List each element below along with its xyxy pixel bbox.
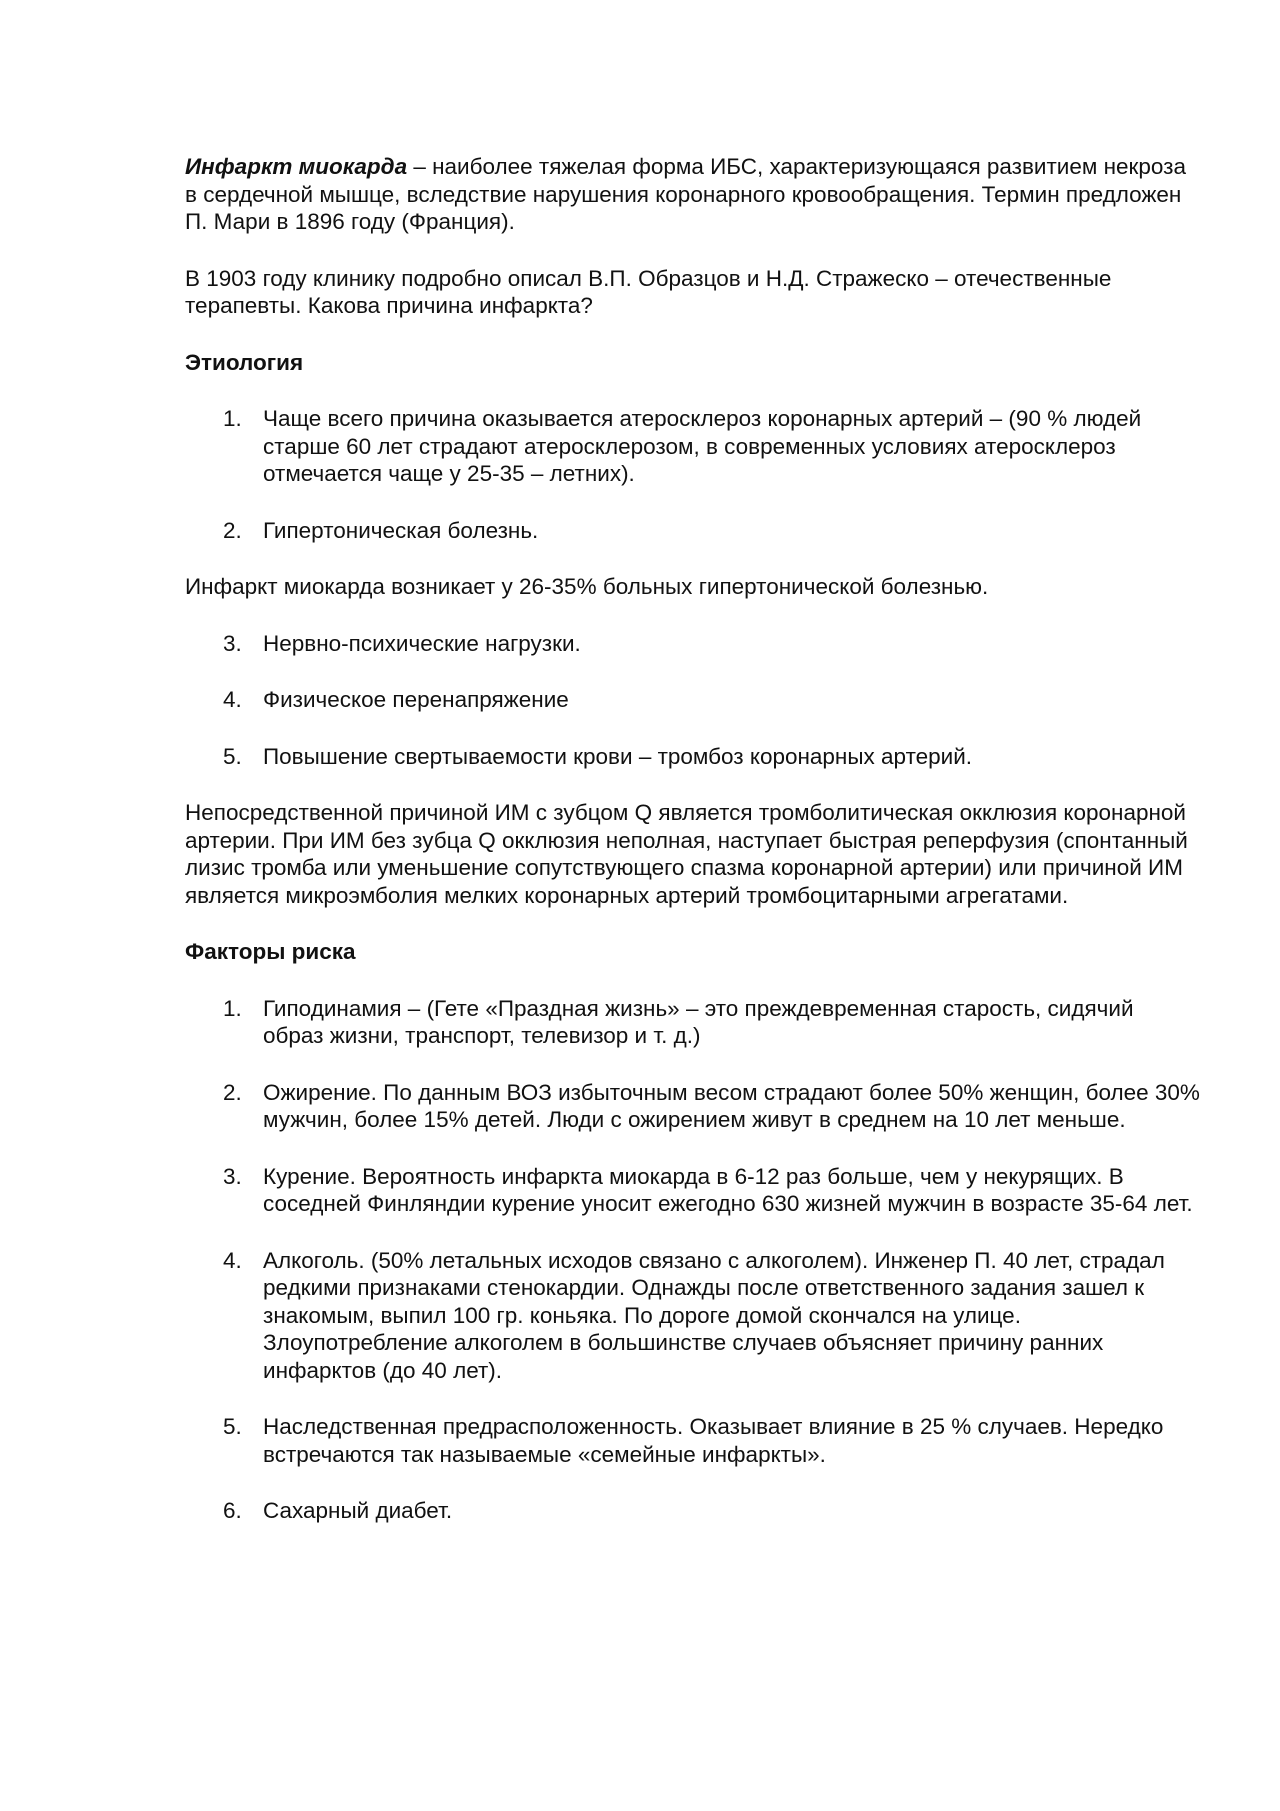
hypertension-note: Инфаркт миокарда возникает у 26-35% больных гипертонической болезнью. bbox=[185, 574, 989, 599]
list-item-text: Чаще всего причина оказывается атеросклероз коронарных артерий – (90 % людей старше 60 лет страдают атеросклерозом, в современных условиях атеросклероз отмечается чаще у 25-35 – летних). bbox=[263, 406, 1142, 486]
defined-term: Инфаркт миокарда bbox=[185, 154, 408, 179]
cause-paragraph: Непосредственной причиной ИМ с зубцом Q является тромболитическая окклюзия коронарной артерии. При ИМ без зубца Q окклюзия неполная, наступает быстрая реперфузия (спонтанный лизис тромба или уменьшение сопутствующего спазма коронарной артерии) или причиной ИМ является микроэмболия мелких коронарных артерий тромбоцитарными агрегатами. bbox=[185, 800, 1188, 908]
list-item-number: 3. bbox=[223, 1163, 242, 1189]
list-item-number: 6. bbox=[223, 1498, 242, 1523]
list-item bbox=[185, 630, 1200, 658]
list-item-text: Повышение свертываемости крови – тромбоз коронарных артерий. bbox=[263, 743, 973, 769]
etiology-heading: Этиология bbox=[185, 349, 304, 375]
list-item-number: 5. bbox=[223, 743, 242, 769]
risk-factors-list bbox=[185, 995, 1200, 1525]
list-item bbox=[185, 1079, 1200, 1134]
list-item bbox=[185, 995, 1200, 1050]
list-item-number: 2. bbox=[223, 517, 242, 543]
etiology-list-part2 bbox=[185, 630, 1200, 771]
list-item-text: Гипертоническая болезнь. bbox=[263, 517, 539, 543]
etiology-list-part1 bbox=[185, 405, 1200, 544]
list-item-number: 5. bbox=[223, 1414, 242, 1439]
list-item bbox=[185, 743, 1200, 771]
history-paragraph: В 1903 году клинику подробно описал В.П. Образцов и Н.Д. Стражеско – отечественные терапевты. Какова причина инфаркта? bbox=[185, 265, 1112, 318]
list-item-number: 1. bbox=[223, 406, 242, 431]
definition-text: – наиболее тяжелая форма ИБС, характеризующаяся развитием некроза в сердечной мышце, вследствие нарушения коронарного кровообращения. Термин предложен П. Мари в 1896 году (Франция). bbox=[185, 154, 1186, 234]
intro-paragraph bbox=[185, 153, 1200, 236]
list-item-number: 2. bbox=[223, 1079, 242, 1105]
document-body bbox=[185, 153, 1200, 1554]
list-item bbox=[185, 405, 1200, 488]
list-item-text: Сахарный диабет. bbox=[263, 1498, 453, 1523]
list-item-number: 1. bbox=[223, 995, 242, 1021]
list-item-text: Наследственная предрасположенность. Оказывает влияние в 25 % случаев. Нередко встречаются так называемые «семейные инфаркты». bbox=[263, 1414, 1164, 1467]
list-item bbox=[185, 1497, 1200, 1525]
list-item-number: 3. bbox=[223, 630, 242, 656]
list-item bbox=[185, 1163, 1200, 1218]
list-item-text: Ожирение. По данным ВОЗ избыточным весом страдают более 50% женщин, более 30% мужчин, более 15% детей. Люди с ожирением живут в среднем на 10 лет меньше. bbox=[263, 1079, 1200, 1132]
risk-factors-heading: Факторы риска bbox=[185, 939, 356, 964]
list-item-text: Курение. Вероятность инфаркта миокарда в 6-12 раз больше, чем у некурящих. В соседней Финляндии курение уносит ежегодно 630 жизней мужчин в возрасте 35-64 лет. bbox=[263, 1163, 1193, 1216]
list-item bbox=[185, 517, 1200, 545]
list-item-text: Физическое перенапряжение bbox=[263, 687, 569, 712]
list-item-text: Алкоголь. (50% летальных исходов связано с алкоголем). Инженер П. 40 лет, страдал редкими признаками стенокардии. Однажды после ответственного задания зашел к знакомым, выпил 100 гр. коньяка. По дороге домой скончался на улице. Злоупотребление алкоголем в большинстве случаев объясняет причину ранних инфарктов (до 40 лет). bbox=[263, 1247, 1165, 1383]
list-item bbox=[185, 1247, 1200, 1385]
list-item-number: 4. bbox=[223, 687, 242, 712]
list-item bbox=[185, 1413, 1200, 1468]
list-item bbox=[185, 686, 1200, 714]
list-item-text: Гиподинамия – (Гете «Праздная жизнь» – это преждевременная старость, сидячий образ жизни, транспорт, телевизор и т. д.) bbox=[263, 995, 1134, 1048]
list-item-number: 4. bbox=[223, 1247, 242, 1273]
list-item-text: Нервно-психические нагрузки. bbox=[263, 630, 581, 656]
